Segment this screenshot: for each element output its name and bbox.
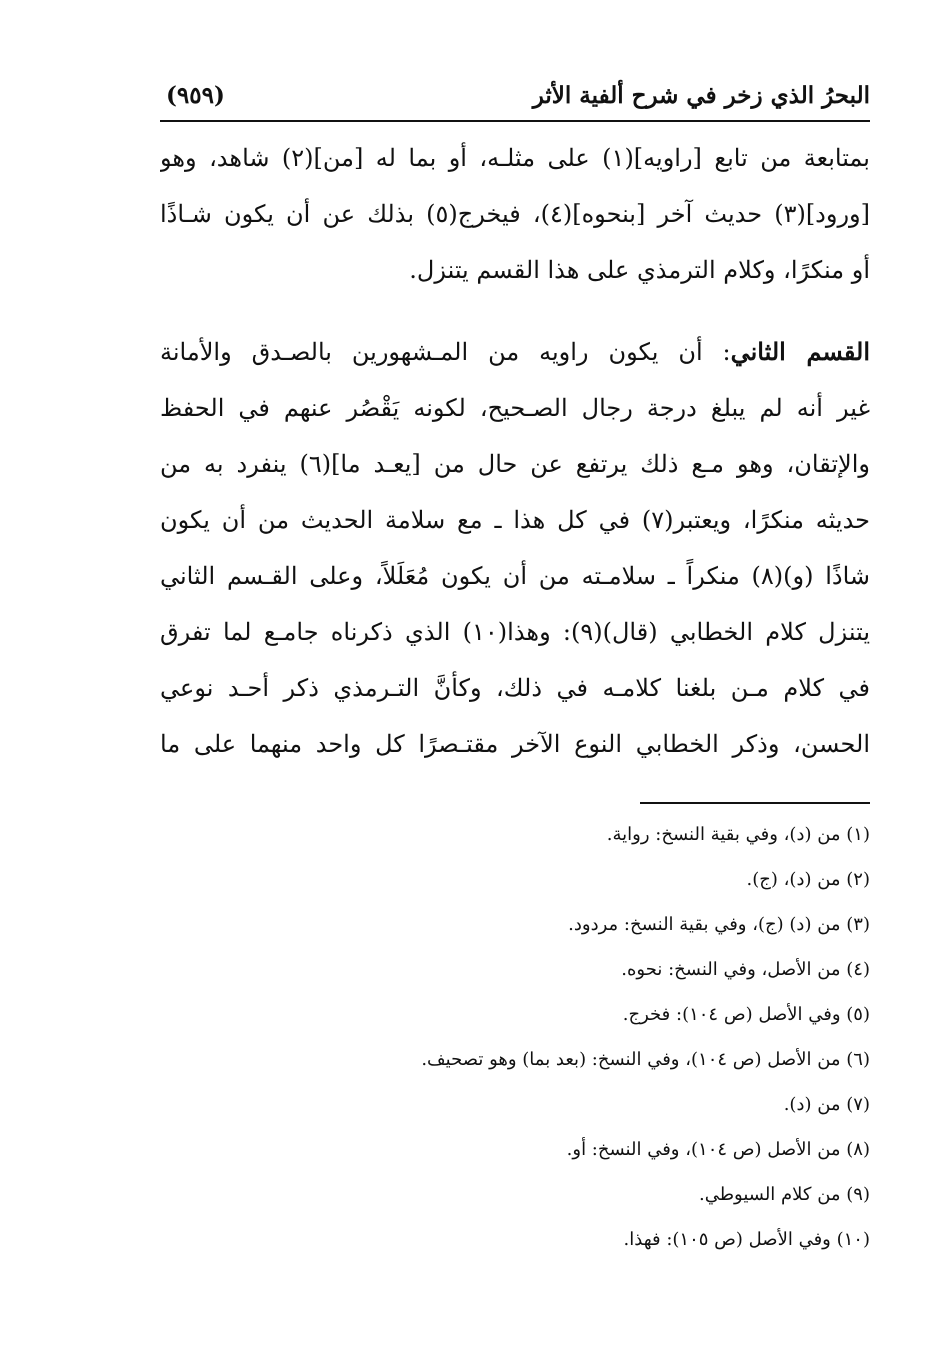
text-line: في كلام مـن بلغنا كلامـه في ذلك، وكأنَّ التـرمذي ذكر أحـد نوعي (160, 674, 870, 702)
main-text (160, 130, 870, 772)
footnote: (١٠) وفي الأصل (ص ١٠٥): فهذا. (623, 1229, 870, 1250)
footnote: (٥) وفي الأصل (ص ١٠٤): فخرج. (622, 1004, 870, 1025)
text-line: والإتقان، وهو مـع ذلك يرتفع عن حال من [يعـد ما](٦) ينفرد به من (160, 450, 870, 478)
book-title: البحرُ الذي زخر في شرح ألفية الأثر (532, 82, 870, 109)
text-line: أو منكرًا، وكلام الترمذي على هذا القسم يتنزل. (409, 256, 870, 284)
footnote: (٤) من الأصل، وفي النسخ: نحوه. (621, 959, 870, 980)
text-line: حديثه منكرًا، ويعتبر(٧) في كل هذا ـ مع سلامة الحديث من أن يكون (160, 506, 870, 534)
text-line: بمتابعة من تابع [راويه](١) على مثلـه، أو بما له [من](٢) شاهد، وهو (160, 144, 870, 172)
footnote: (٦) من الأصل (ص ١٠٤)، وفي النسخ: (بعد بما) وهو تصحيف. (421, 1049, 870, 1070)
text-line (160, 324, 870, 380)
text-line: [ورود](٣) حديث آخر [بنحوه](٤)، فيخرج(٥) بذلك عن أن يكون شـاذًا (160, 200, 870, 228)
footnote: (٢) من (د)، (ج). (746, 869, 870, 890)
paragraph-gap (160, 298, 870, 324)
footnote: (٩) من كلام السيوطي. (698, 1184, 870, 1205)
text-span: : أن يكون راويه من المـشهورين بالصـدق والأمانة (160, 338, 731, 366)
running-header (160, 78, 870, 122)
text-line: غير أنه لم يبلغ درجة رجال الصـحيح، لكونه يَقْصُر عنهم في الحفظ (160, 394, 870, 422)
footnote: (٧) من (د). (783, 1094, 870, 1115)
footnote: (١) من (د)، وفي بقية النسخ: رواية. (606, 824, 870, 845)
footnote-divider (640, 802, 870, 804)
text-line: شاذًا (و)(٨) منكراً ـ سلامـته من أن يكون مُعَلَلاً، وعلى القـسم الثاني (160, 562, 870, 590)
section-heading: القسم الثاني (730, 337, 870, 366)
text-line: يتنزل كلام الخطابي (قال)(٩): وهذا(١٠) الذي ذكرناه جامـع لما تفرق (160, 618, 870, 646)
text-line: الحسن، وذكر الخطابي النوع الآخر مقتـصرًا كل واحد منهما على ما (160, 730, 870, 758)
footnote: (٨) من الأصل (ص ١٠٤)، وفي النسخ: أو. (566, 1139, 870, 1160)
footnotes (160, 812, 870, 1262)
footnote: (٣) من (د) (ج)، وفي بقية النسخ: مردود. (568, 914, 870, 935)
page-number: (٩٥٩) (166, 82, 225, 109)
